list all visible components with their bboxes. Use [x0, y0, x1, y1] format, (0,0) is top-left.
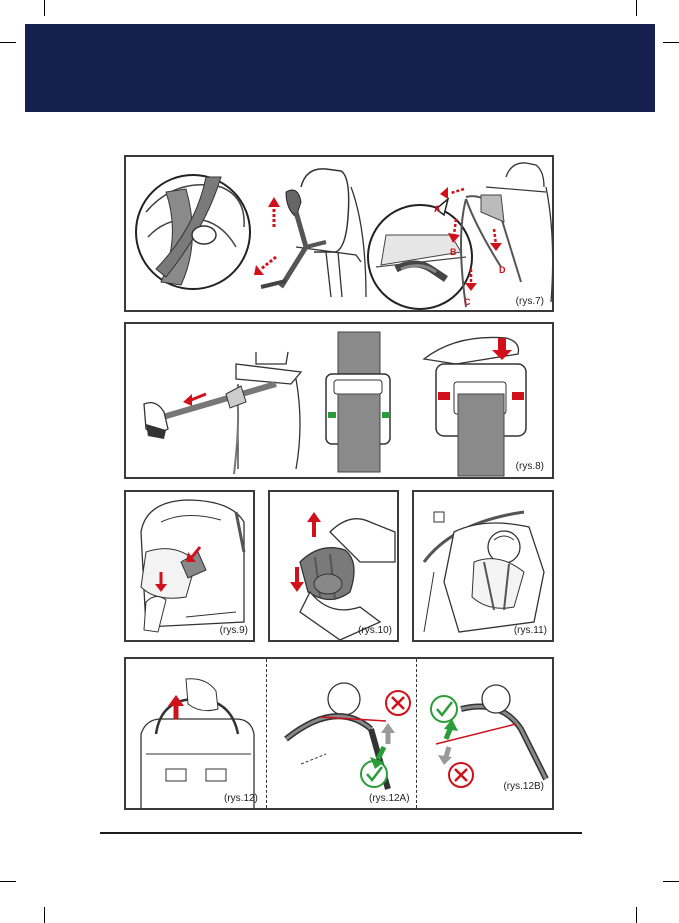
- figure-caption: (rys.11): [513, 625, 547, 636]
- point-label-b: B: [450, 247, 457, 257]
- crop-mark: [44, 907, 45, 923]
- rys7-illustration: [126, 157, 554, 312]
- rys8-illustration: [126, 324, 554, 479]
- figure-caption: (rys.12A): [369, 793, 410, 804]
- figure-caption: (rys.9): [219, 625, 248, 636]
- crop-mark: [663, 42, 679, 43]
- figure-rys10: [268, 490, 399, 642]
- crop-mark: [663, 881, 679, 882]
- figure-caption: (rys.8): [515, 461, 544, 472]
- crop-mark: [636, 0, 637, 16]
- figure-rys9: [124, 490, 255, 642]
- figure-caption: (rys.7): [515, 296, 544, 307]
- crop-mark: [0, 42, 16, 43]
- point-label-a: A: [434, 204, 441, 214]
- crop-mark: [636, 907, 637, 923]
- crop-mark: [44, 0, 45, 16]
- rys9-illustration: [126, 492, 255, 642]
- footer-rule: [100, 832, 582, 834]
- rys10-illustration: [270, 492, 399, 642]
- figure-caption: (rys.10): [358, 625, 392, 636]
- rys11-illustration: [414, 492, 554, 642]
- crop-mark: [0, 881, 16, 882]
- figure-rys12-row: [124, 657, 554, 810]
- figure-rys8: [124, 322, 554, 479]
- header-band: [25, 24, 655, 112]
- figure-caption: (rys.12): [224, 793, 258, 804]
- figure-rys7: [124, 155, 554, 312]
- point-label-c: C: [464, 297, 471, 307]
- point-label-d: D: [499, 265, 506, 275]
- rys12-illustration: [126, 659, 554, 810]
- figure-rys11: [412, 490, 554, 642]
- figure-caption: (rys.12B): [503, 781, 544, 792]
